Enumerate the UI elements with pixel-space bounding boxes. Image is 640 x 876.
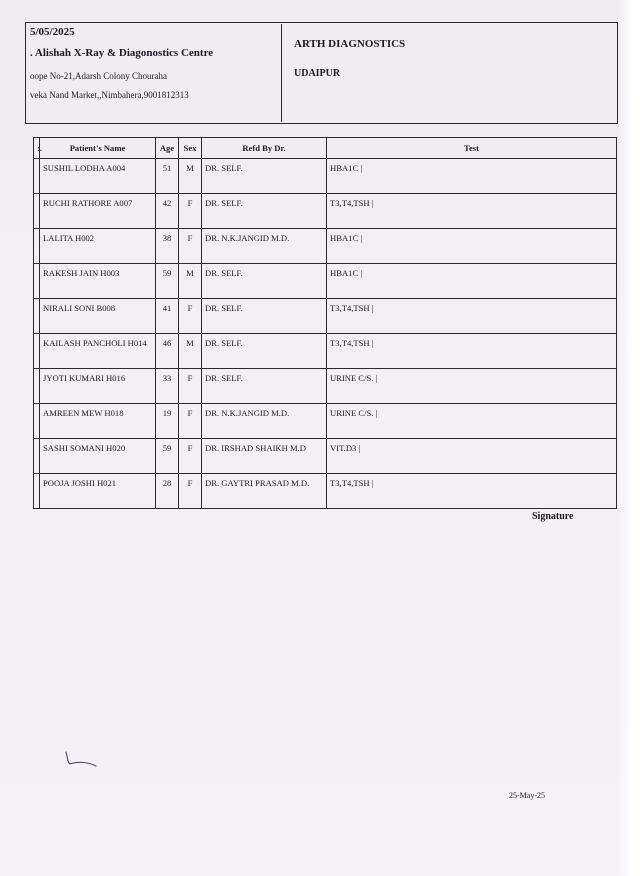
test-cell: URINE C/S. | — [327, 369, 617, 404]
doctor-cell: DR. SELF. — [202, 159, 327, 194]
table-row — [34, 194, 617, 229]
signature-label: Signature — [532, 511, 574, 522]
sex-cell: F — [179, 439, 202, 474]
test-cell: HBA1C | — [327, 229, 617, 264]
age-cell: 33 — [156, 369, 179, 404]
patient-name-cell: JYOTI KUMARI H016 — [40, 369, 156, 404]
patient-name-cell: LALITA H002 — [40, 229, 156, 264]
patient-name-cell: SASHI SOMANI H020 — [40, 439, 156, 474]
patient-name-cell: SUSHIL LODHA A004 — [40, 159, 156, 194]
patient-name-cell: POOJA JOSHI H021 — [40, 474, 156, 509]
table-header-row — [34, 138, 617, 159]
sex-cell: F — [179, 404, 202, 439]
sex-cell: M — [179, 264, 202, 299]
doctor-cell: DR. GAYTRI PRASAD M.D. — [202, 474, 327, 509]
sex-cell: F — [179, 474, 202, 509]
age-cell: 42 — [156, 194, 179, 229]
table-row — [34, 369, 617, 404]
age-cell: 51 — [156, 159, 179, 194]
doctor-cell: DR. SELF. — [202, 334, 327, 369]
test-cell: T3,T4,TSH | — [327, 334, 617, 369]
header-divider — [281, 24, 282, 122]
patient-name-cell: KAILASH PANCHOLI H014 — [40, 334, 156, 369]
doctor-cell: DR. SELF. — [202, 299, 327, 334]
test-cell: T3,T4,TSH | — [327, 474, 617, 509]
lab-name: ARTH DIAGNOSTICS — [294, 38, 406, 50]
doctor-cell: DR. SELF. — [202, 369, 327, 404]
table-row — [34, 334, 617, 369]
centre-name: . Alishah X-Ray & Diagonostics Centre — [30, 47, 214, 59]
table-row — [34, 159, 617, 194]
lab-city: UDAIPUR — [294, 68, 341, 79]
doctor-cell: DR. SELF. — [202, 194, 327, 229]
col-header-test: Test — [327, 138, 617, 159]
table-row — [34, 474, 617, 509]
age-cell: 38 — [156, 229, 179, 264]
test-cell: HBA1C | — [327, 264, 617, 299]
table-row — [34, 264, 617, 299]
patient-name-cell: AMREEN MEW H018 — [40, 404, 156, 439]
centre-address-line1: oope No-21,Adarsh Colony Chouraha — [30, 71, 167, 81]
col-header-index: :. — [34, 138, 40, 159]
sex-cell: F — [179, 194, 202, 229]
sex-cell: F — [179, 229, 202, 264]
print-date: 25-May-25 — [509, 791, 545, 800]
report-date: 5/05/2025 — [30, 26, 75, 38]
pen-scribble-mark — [62, 748, 102, 772]
sex-cell: M — [179, 159, 202, 194]
doctor-cell: DR. N.K.JANGID M.D. — [202, 229, 327, 264]
sex-cell: F — [179, 369, 202, 404]
age-cell: 46 — [156, 334, 179, 369]
age-cell: 28 — [156, 474, 179, 509]
test-cell: URINE C/S. | — [327, 404, 617, 439]
col-header-age: Age — [156, 138, 179, 159]
sex-cell: F — [179, 299, 202, 334]
test-cell: T3,T4,TSH | — [327, 299, 617, 334]
table-row — [34, 299, 617, 334]
col-header-doctor: Refd By Dr. — [202, 138, 327, 159]
doctor-cell: DR. SELF. — [202, 264, 327, 299]
patient-table — [33, 137, 617, 509]
doctor-cell: DR. IRSHAD SHAIKH M.D — [202, 439, 327, 474]
table-row — [34, 439, 617, 474]
age-cell: 59 — [156, 439, 179, 474]
age-cell: 59 — [156, 264, 179, 299]
test-cell: VIT.D3 | — [327, 439, 617, 474]
col-header-name: Patient's Name — [40, 138, 156, 159]
age-cell: 41 — [156, 299, 179, 334]
patient-name-cell: NIRALI SONI B008 — [40, 299, 156, 334]
test-cell: T3,T4,TSH | — [327, 194, 617, 229]
patient-name-cell: RUCHI RATHORE A007 — [40, 194, 156, 229]
doctor-cell: DR. N.K.JANGID M.D. — [202, 404, 327, 439]
test-cell: HBA1C | — [327, 159, 617, 194]
table-row — [34, 404, 617, 439]
sex-cell: M — [179, 334, 202, 369]
table-row — [34, 229, 617, 264]
patient-name-cell: RAKESH JAIN H003 — [40, 264, 156, 299]
age-cell: 19 — [156, 404, 179, 439]
page-edge — [618, 0, 640, 876]
col-header-sex: Sex — [179, 138, 202, 159]
centre-address-line2: veka Nand Market,,Nimbahera,9001812313 — [30, 90, 189, 100]
